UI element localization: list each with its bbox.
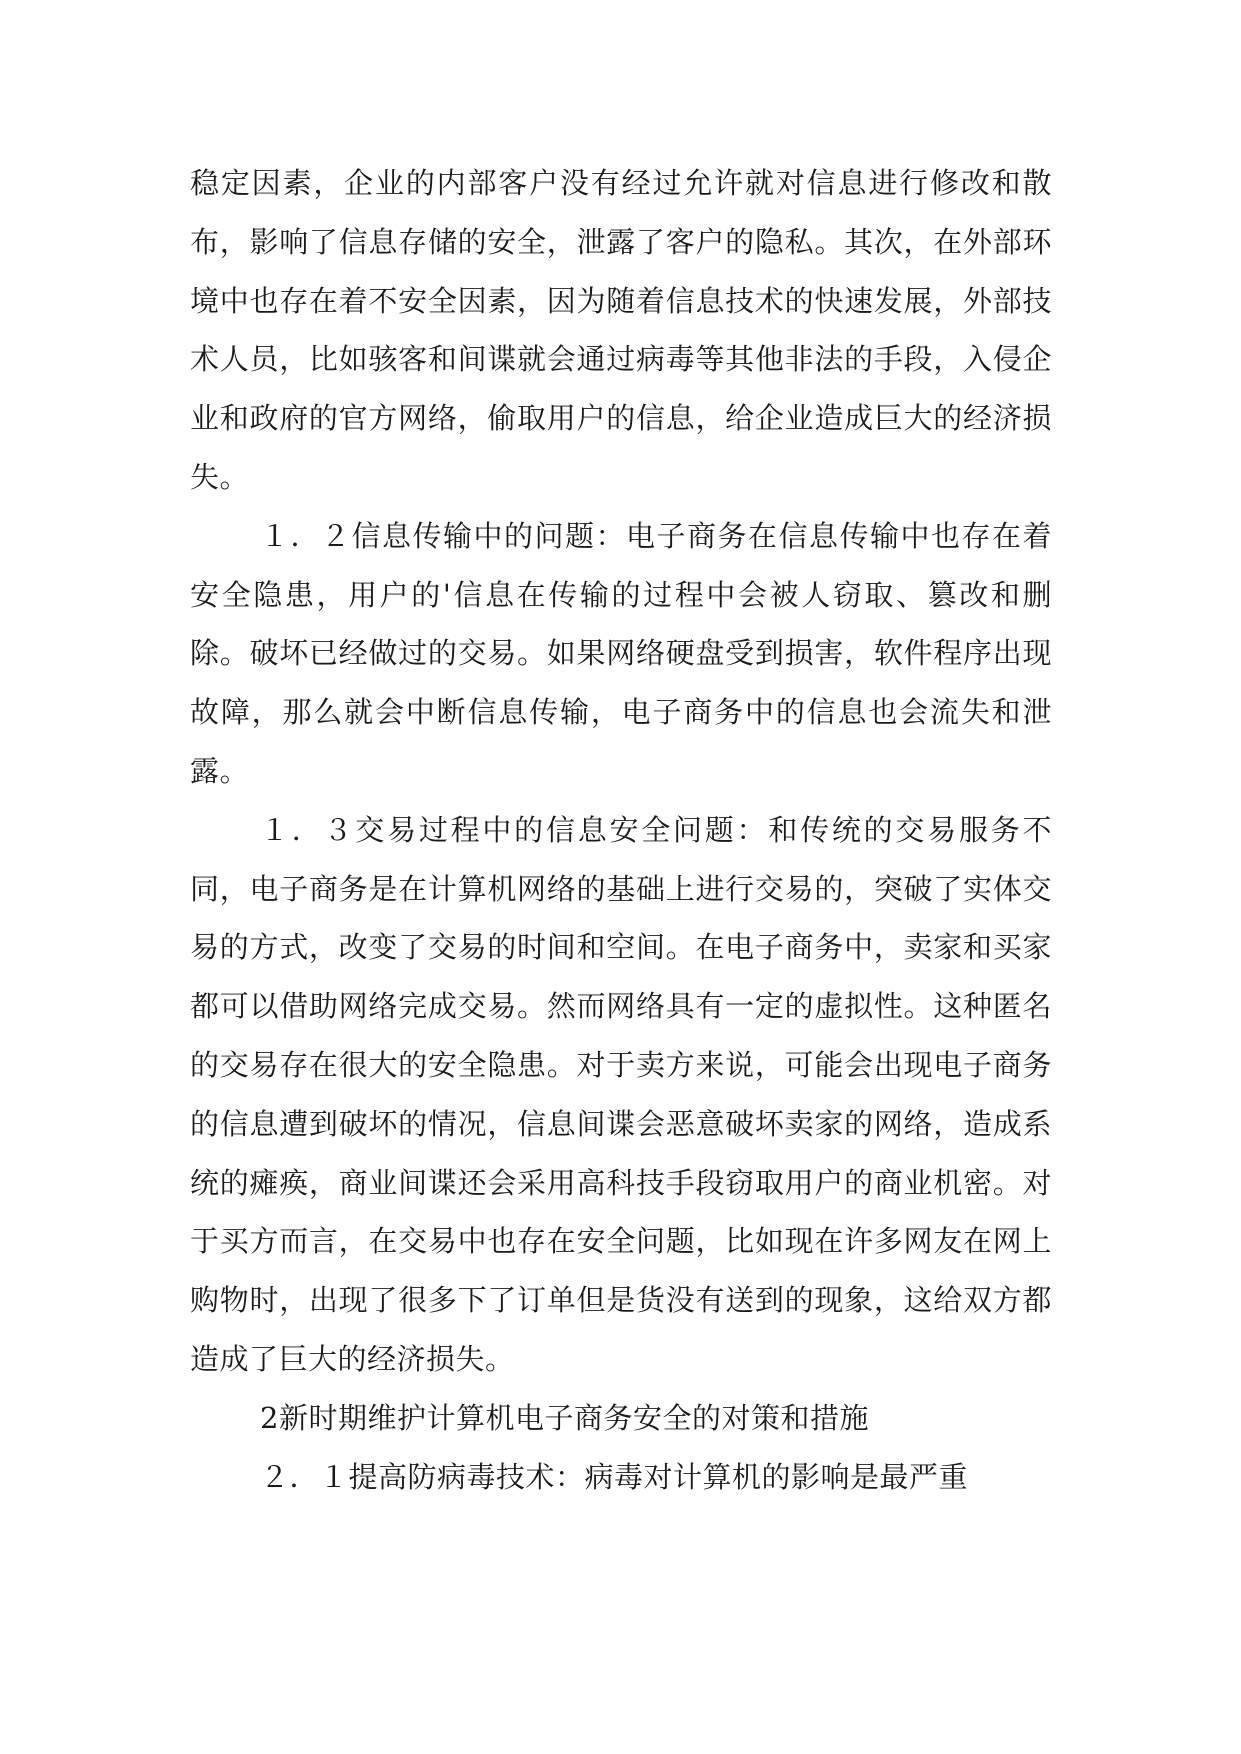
paragraph-section-2-1: ２．１提高防病毒技术：病毒对计算机的影响是最严重	[260, 1459, 969, 1494]
document-body	[190, 154, 1052, 1506]
paragraph-section-1-2: １．２信息传输中的问题：电子商务在信息传输中也存在着安全隐患，用户的'信息在传输的过程中会被人窃取、篡改和删除。破坏已经做过的交易。如果网络硬盘受到损害，软件程序出现故障，那么就会中断信息传输，电子商务中的信息也会流失和泄露。	[190, 518, 1052, 788]
paragraph-continuation: 稳定因素，企业的内部客户没有经过允许就对信息进行修改和散布，影响了信息存储的安全，泄露了客户的隐私。其次，在外部环境中也存在着不安全因素，因为随着信息技术的快速发展，外部技术人员，比如骇客和间谍就会通过病毒等其他非法的手段，入侵企业和政府的官方网络，偷取用户的信息，给企业造成巨大的经济损失。	[190, 166, 1052, 494]
section-heading-2: 2新时期维护计算机电子商务安全的对策和措施	[260, 1400, 869, 1435]
paragraph-section-1-3: １．３交易过程中的信息安全问题：和传统的交易服务不同，电子商务是在计算机网络的基础上进行交易的，突破了实体交易的方式，改变了交易的时间和空间。在电子商务中，卖家和买家都可以借助网络完成交易。然而网络具有一定的虚拟性。这种匿名的交易存在很大的安全隐患。对于卖方来说，可能会出现电子商务的信息遭到破坏的情况，信息间谍会恶意破坏卖家的网络，造成系统的瘫痪，商业间谍还会采用高科技手段窃取用户的商业机密。对于买方而言，在交易中也存在安全问题，比如现在许多网友在网上购物时，出现了很多下了订单但是货没有送到的现象，这给双方都造成了巨大的经济损失。	[190, 812, 1052, 1376]
